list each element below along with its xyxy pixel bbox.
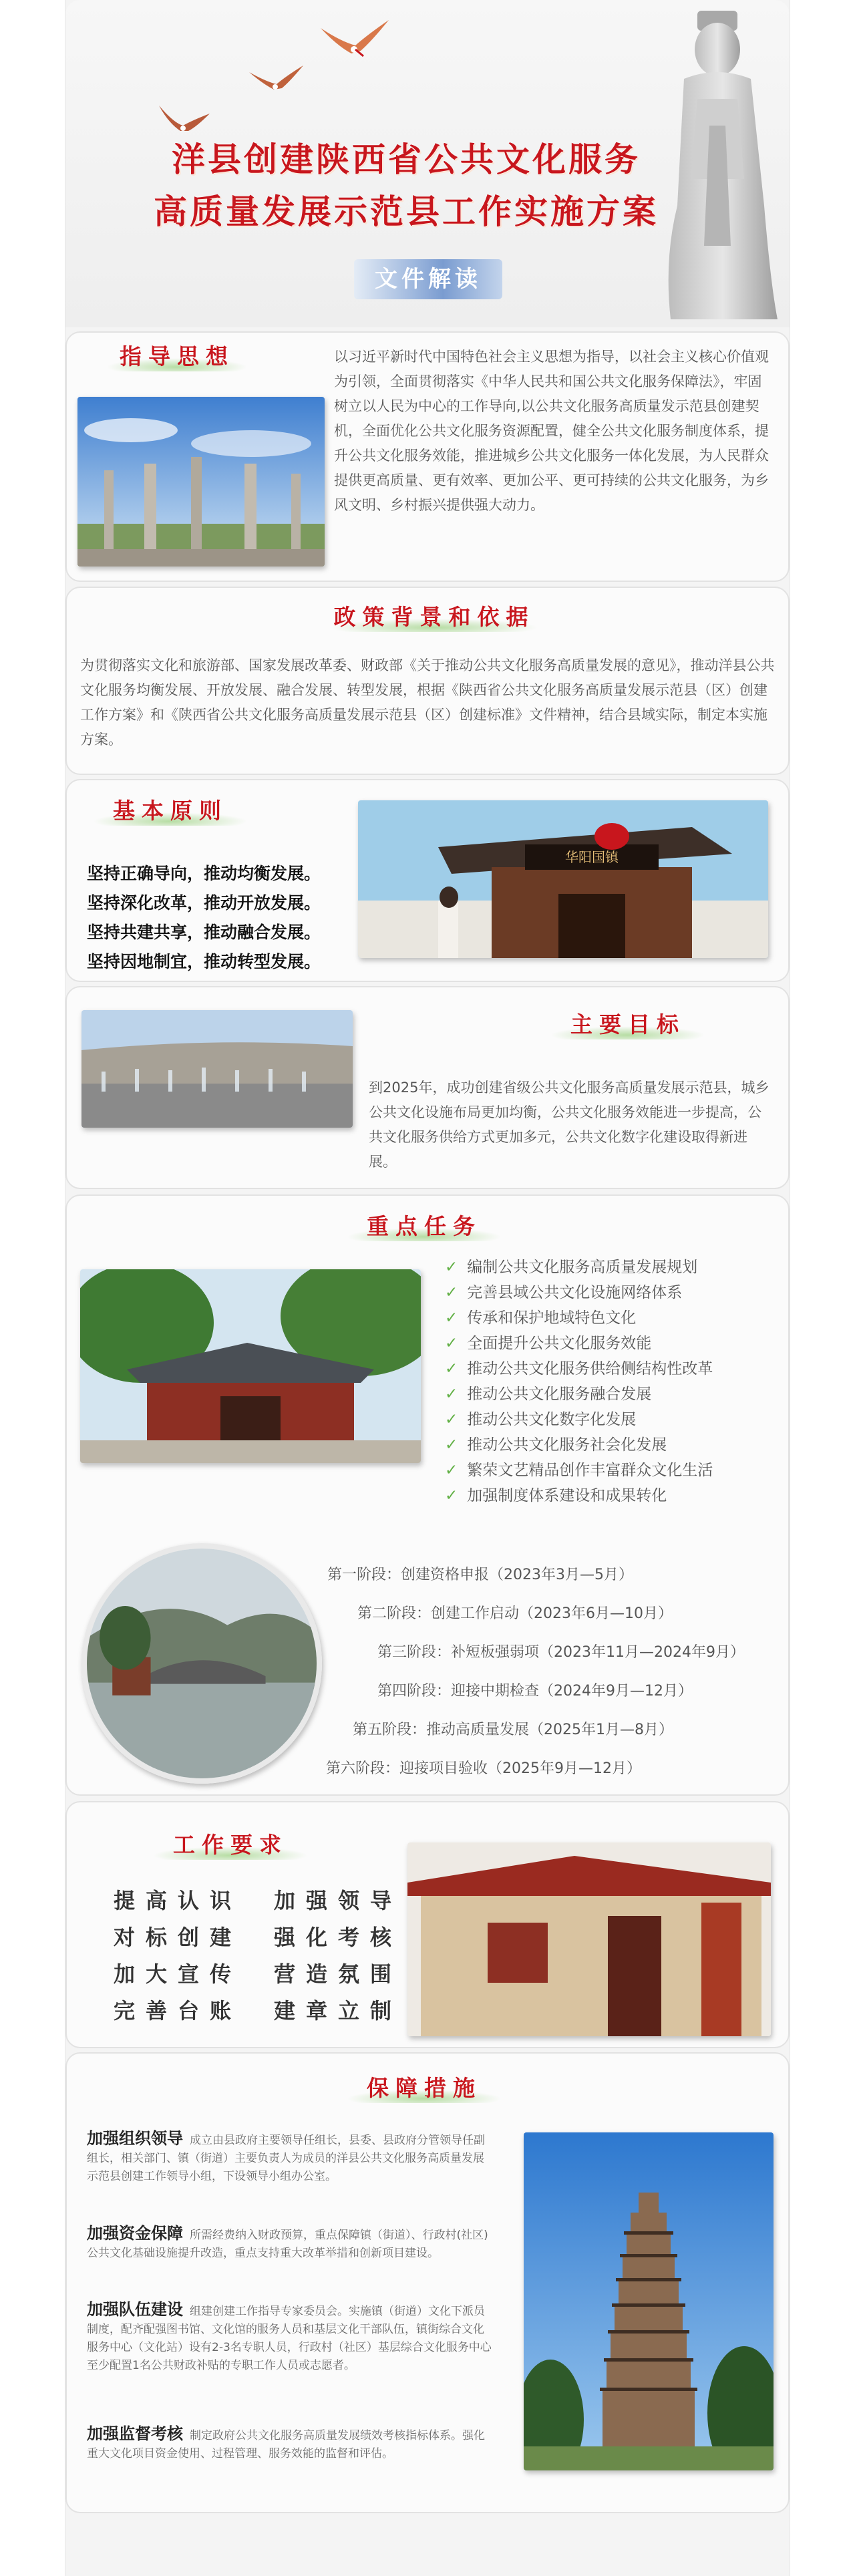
temple-courtyard-photo <box>80 1269 421 1463</box>
principle-item: 坚持正确导向，推动均衡发展。 <box>87 864 321 883</box>
measure-label: 加强资金保障 <box>87 2224 183 2243</box>
section-title: 政策背景和依据 <box>331 603 538 632</box>
key-tasks-section <box>65 1194 790 1796</box>
stage-item: 第二阶段：创建工作启动（2023年6月—10月） <box>357 1605 673 1622</box>
title-line-1: 洋县创建陕西省公共文化服务 <box>172 140 641 179</box>
task-item: ✓ 繁荣文艺精品创作丰富群众文化生活 <box>445 1462 713 1479</box>
main-goals-section <box>65 986 790 1189</box>
requirement-item: 对标创建 <box>114 1925 242 1950</box>
measure-item <box>87 2301 494 2375</box>
guiding-ideology-section <box>65 331 790 582</box>
principle-item: 坚持深化改革，推动开放发展。 <box>87 893 321 913</box>
requirement-item: 建章立制 <box>274 1998 403 2024</box>
requirements-grid <box>114 1884 402 2031</box>
task-item: ✓ 加强制度体系建设和成果转化 <box>445 1487 667 1504</box>
measure-item <box>87 2130 494 2186</box>
stage-item: 第四阶段：迎接中期检查（2024年9月—12月） <box>377 1683 693 1700</box>
city-wall-fountain-photo <box>81 1010 353 1128</box>
basic-principles-section <box>65 779 790 982</box>
measure-label: 加强组织领导 <box>87 2129 183 2148</box>
gate-sign-text: 华阳国镇 <box>565 850 619 865</box>
section-title: 主要目标 <box>551 1010 705 1039</box>
sculpture-park-photo <box>77 397 325 567</box>
ancient-pagoda-photo <box>524 2132 774 2470</box>
requirement-item: 提高认识 <box>114 1888 242 1913</box>
principle-item: 坚持共建共享，推动融合发展。 <box>87 923 321 942</box>
task-item: ✓ 传承和保护地域特色文化 <box>445 1309 637 1327</box>
main-goals-text: 到2025年，成功创建省级公共文化服务高质量发展示范县，城乡公共文化设施布局更加均衡，公共文化服务效能进一步提高，公共文化服务供给方式更加多元，公共文化数字化建设取得新进展。 <box>369 1080 770 1170</box>
requirement-item: 加大宣传 <box>114 1961 242 1987</box>
measure-text: 制定政府公共文化服务高质量发展绩效考核指标体系。强化重大文化项目资金使用、过程管理、服务效能的监督和评估。 <box>87 2429 485 2460</box>
heritage-house-photo <box>407 1842 771 2036</box>
measure-item <box>87 2225 494 2263</box>
principles-list <box>87 859 321 977</box>
check-icon: ✓ <box>445 1436 458 1454</box>
stage-item: 第六阶段：迎接项目验收（2025年9月—12月） <box>326 1760 641 1777</box>
task-item: ✓ 全面提升公共文化服务效能 <box>445 1335 652 1352</box>
requirement-item: 完善台账 <box>114 1998 242 2024</box>
check-icon: ✓ <box>445 1284 458 1301</box>
check-icon: ✓ <box>445 1411 458 1428</box>
header-banner <box>65 0 790 327</box>
check-icon: ✓ <box>445 1360 458 1378</box>
requirement-item: 强化考核 <box>274 1925 403 1950</box>
crane-bird-icon <box>314 15 394 68</box>
requirement-item: 营造氛围 <box>274 1961 403 1987</box>
check-icon: ✓ <box>445 1259 458 1276</box>
check-icon: ✓ <box>445 1487 458 1504</box>
main-title <box>119 134 693 238</box>
section-title: 指导思想 <box>107 342 247 371</box>
check-icon: ✓ <box>445 1335 458 1352</box>
measure-text: 所需经费纳入财政预算，重点保障镇（街道）、行政村(社区)公共文化基础设施提升改造，重点支持重大改革举措和创新项目建设。 <box>87 2229 488 2260</box>
tasks-list <box>445 1255 713 1508</box>
huayang-town-gate-photo <box>358 800 768 958</box>
task-item: ✓ 推动公共文化服务供给侧结构性改革 <box>445 1360 713 1378</box>
work-requirements-section <box>65 1801 790 2048</box>
policy-background-section <box>65 587 790 775</box>
stage-item: 第五阶段：推动高质量发展（2025年1月—8月） <box>353 1722 673 1738</box>
crane-bird-icon <box>246 61 306 102</box>
guiding-ideology-text: 以习近平新时代中国特色社会主义思想为指导，以社会主义核心价值观为引领，全面贯彻落实《中华人民共和国公共文化服务保障法》，牢固树立以人民为中心的工作导向,以公共文化服务高质量发示范县创建契机，全面优化公共文化服务资源配置，健全公共文化服务制度体系，提升公共文化服务效能，推进城乡公共文化服务一体化发展，为人民群众提供更高质量、更有效率、更加公平、更可持续的公共文化服务，为乡风文明、乡村振兴提供强大动力。 <box>334 349 769 513</box>
section-title: 工作要求 <box>154 1830 307 1860</box>
principle-item: 坚持因地制宜，推动转型发展。 <box>87 952 321 971</box>
section-title: 基本原则 <box>94 796 247 826</box>
measure-text: 成立由县政府主要领导任组长，县委、县政府分管领导任副组长，相关部门、镇（街道）主要负责人为成员的洋县公共文化服务高质量发展示范县创建工作领导小组，下设领导小组办公室。 <box>87 2134 485 2183</box>
check-icon: ✓ <box>445 1386 458 1403</box>
check-icon: ✓ <box>445 1309 458 1327</box>
section-title: 保障措施 <box>347 2074 501 2103</box>
title-line-2: 高质量发展示范县工作实施方案 <box>154 192 659 231</box>
safeguard-measures-section <box>65 2052 790 2513</box>
requirement-item: 加强领导 <box>274 1888 403 1913</box>
policy-background-text: 为贯彻落实文化和旅游部、国家发展改革委、财政部《关于推动公共文化服务高质量发展的意见》，推动洋县公共文化服务均衡发展、开放发展、融合发展、转型发展，根据《陕西省公共文化服务高质量发展示范县（区）创建工作方案》和《陕西省公共文化服务高质量发展示范县（区）创建标准》文件精神，结合县域实际，制定本实施方案。 <box>80 657 775 748</box>
measure-item <box>87 2425 494 2463</box>
measure-text: 组建创建工作指导专家委员会。实施镇（街道）文化下派员制度，配齐配强图书馆、文化馆的服务人员和基层文化干部队伍，镇街综合文化服务中心（文化站）设有2-3名专职人员，行政村（社区）基层综合文化服务中心至少配置1名公共财政补贴的专职工作人员或志愿者。 <box>87 2305 492 2372</box>
task-item: ✓ 推动公共文化服务融合发展 <box>445 1386 652 1403</box>
task-item: ✓ 完善县域公共文化设施网络体系 <box>445 1284 683 1301</box>
document-interpretation-badge: 文件解读 <box>354 259 502 299</box>
stage-item: 第三阶段：补短板强弱项（2023年11月—2024年9月） <box>377 1644 745 1661</box>
stage-item: 第一阶段：创建资格申报（2023年3月—5月） <box>327 1567 633 1583</box>
section-title: 重点任务 <box>347 1212 501 1241</box>
measure-label: 加强监督考核 <box>87 2424 183 2443</box>
measure-label: 加强队伍建设 <box>87 2300 183 2319</box>
bridge-landscape-circle-photo <box>81 1543 322 1784</box>
task-item: ✓ 推动公共文化服务社会化发展 <box>445 1436 667 1454</box>
page <box>65 0 790 2576</box>
task-item: ✓ 推动公共文化数字化发展 <box>445 1411 637 1428</box>
check-icon: ✓ <box>445 1462 458 1479</box>
task-item: ✓ 编制公共文化服务高质量发展规划 <box>445 1259 698 1276</box>
